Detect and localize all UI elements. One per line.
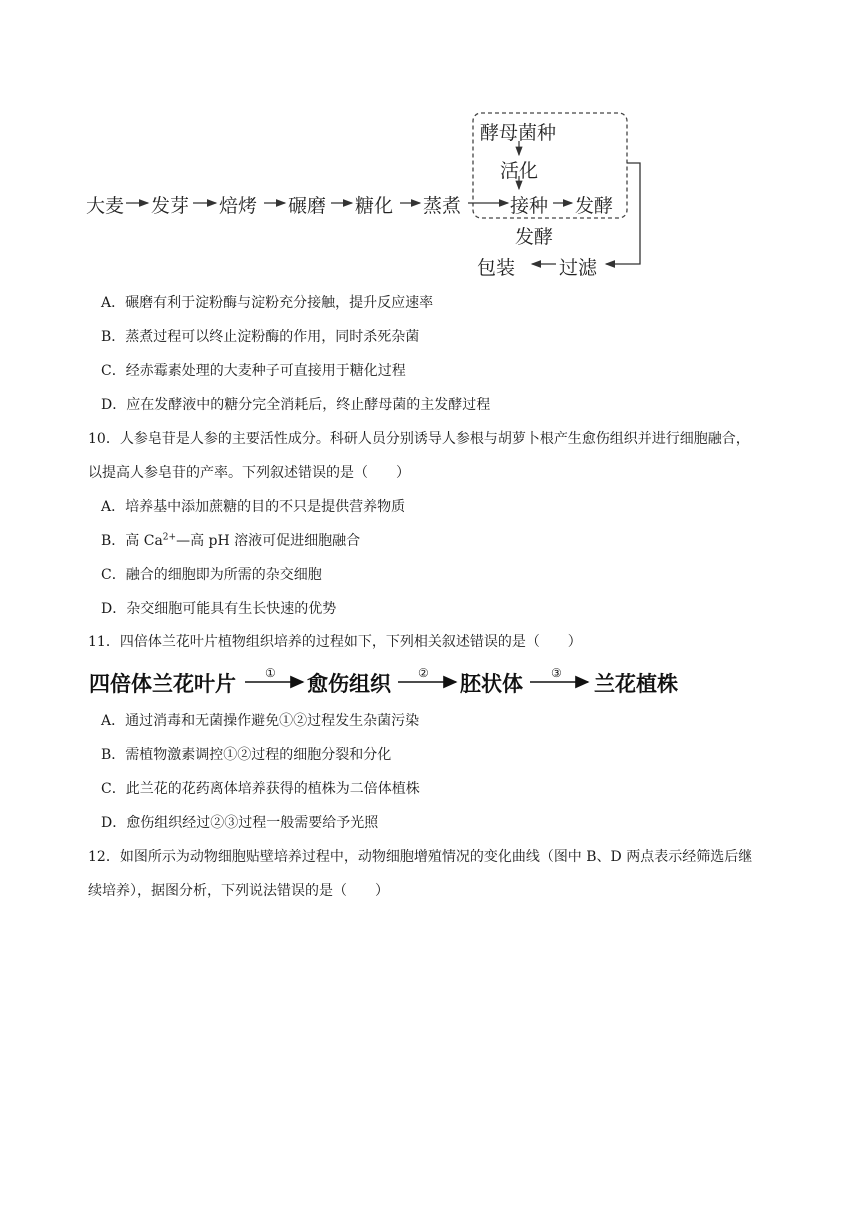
q10-option-a: A．培养基中添加蔗糖的目的不只是提供营养物质	[101, 499, 406, 515]
filter-label: 过滤	[559, 257, 598, 279]
q11-option-c: C．此兰花的花药离体培养获得的植株为二倍体植株	[101, 781, 420, 797]
activation-label: 活化	[500, 160, 539, 182]
yeast-strain-label: 酵母菌种	[480, 122, 557, 144]
q11-option-a: A．通过消毒和无菌操作避免①②过程发生杂菌污染	[101, 713, 420, 729]
q11-stem: 11．四倍体兰花叶片植物组织培养的过程如下，下列相关叙述错误的是（ ）	[88, 634, 582, 650]
q10-option-b-pre: B．高 Ca	[101, 533, 163, 549]
flow-label-2: ②	[418, 666, 429, 680]
flow-tetraploid-leaf: 四倍体兰花叶片	[89, 672, 236, 696]
q10-option-b-post: —高 pH 溶液可促进细胞融合	[176, 533, 361, 549]
q12-stem-line2: 续培养），据图分析，下列说法错误的是（ ）	[88, 883, 389, 899]
q10-option-d: D．杂交细胞可能具有生长快速的优势	[101, 601, 337, 617]
q10-option-b	[101, 530, 360, 550]
package-label: 包装	[477, 257, 516, 279]
brewing-diagram-lines	[0, 0, 860, 290]
q9-option-b: B．蒸煮过程可以终止淀粉酶的作用，同时杀死杂菌	[101, 329, 420, 345]
step-barley: 大麦	[86, 195, 125, 217]
q10-stem-line1: 10．人参皂苷是人参的主要活性成分。科研人员分别诱导人参根与胡萝卜根产生愈伤组织并进行细胞融合，	[88, 431, 750, 447]
flow-label-3: ③	[551, 666, 562, 680]
flow-callus: 愈伤组织	[307, 672, 391, 696]
q9-option-d: D．应在发酵液中的糖分完全消耗后，终止酵母菌的主发酵过程	[101, 397, 491, 413]
q10-option-c: C．融合的细胞即为所需的杂交细胞	[101, 567, 322, 583]
step-saccharify: 糖化	[355, 195, 394, 217]
flow-orchid-plant: 兰花植株	[594, 672, 678, 696]
step-grind: 碾磨	[288, 195, 327, 217]
ferment-label: 发酵	[575, 195, 614, 217]
inoculate-label: 接种	[510, 195, 549, 217]
step-roast: 焙烤	[219, 195, 258, 217]
q11-option-b: B．需植物激素调控①②过程的细胞分裂和分化	[101, 747, 392, 763]
flow-label-1: ①	[265, 666, 276, 680]
q9-option-a: A．碾磨有利于淀粉酶与淀粉充分接触，提升反应速率	[101, 295, 434, 311]
q11-option-d: D．愈伤组织经过②③过程一般需要给予光照	[101, 815, 379, 831]
q10-option-b-sup: 2+	[162, 532, 177, 543]
flow-embryoid: 胚状体	[460, 672, 523, 696]
q10-stem-line2: 以提高人参皂苷的产率。下列叙述错误的是（ ）	[88, 465, 410, 481]
step-boil: 蒸煮	[423, 195, 462, 217]
q12-stem-line1: 12．如图所示为动物细胞贴壁培养过程中，动物细胞增殖情况的变化曲线（图中 B、D 两点表示经筛选后继	[88, 849, 753, 865]
q9-option-c: C．经赤霉素处理的大麦种子可直接用于糖化过程	[101, 363, 406, 379]
step-germinate: 发芽	[151, 195, 190, 217]
fermentation-box-label: 发酵	[515, 226, 554, 248]
